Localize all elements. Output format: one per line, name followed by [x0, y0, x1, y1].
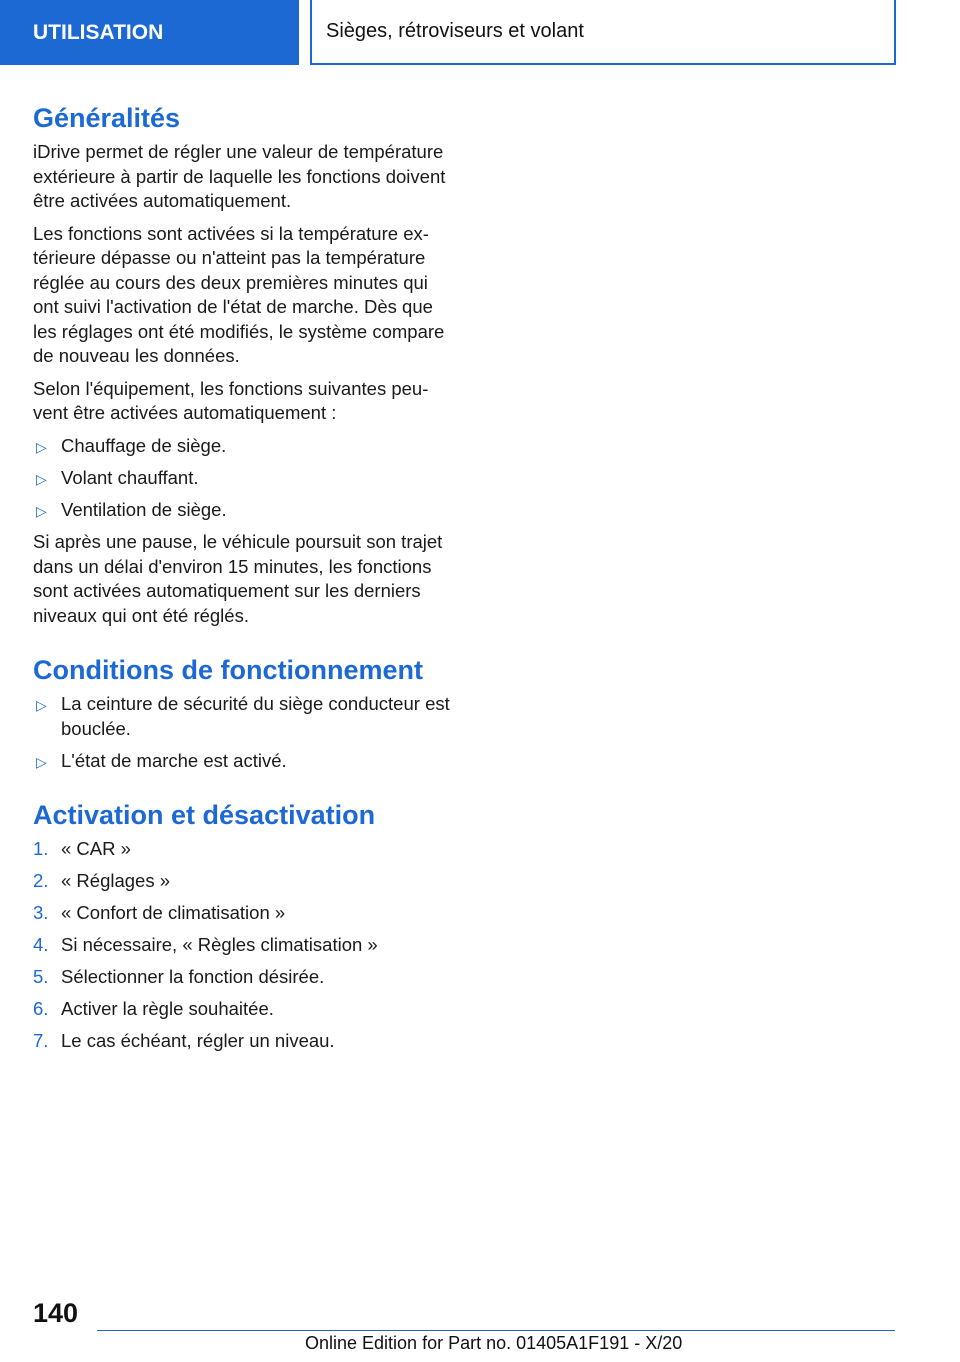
list-item	[33, 434, 453, 459]
triangle-right-outline-icon: ▷	[36, 470, 47, 487]
step-text: « Confort de climatisation »	[61, 902, 286, 923]
list-item-text: La ceinture de sécurité du siège conducteur est bouclée.	[61, 693, 450, 739]
step-item	[33, 1029, 453, 1054]
list-item	[33, 692, 453, 741]
step-text: « CAR »	[61, 838, 131, 859]
step-text: Le cas échéant, régler un niveau.	[61, 1030, 335, 1051]
step-item	[33, 997, 453, 1022]
step-text: Sélectionner la fonction désirée.	[61, 966, 325, 987]
paragraph: Les fonctions sont activées si la température extérieure dépasse ou n'atteint pas la température réglée au cours des deux premières minutes qui ont suivi l'activation de l'état de marche. Dès que les réglages ont été modifiés, le système compare de nouveau les données.	[33, 222, 445, 366]
section-header	[310, 0, 896, 65]
list-item	[33, 498, 453, 523]
step-number: 4.	[33, 934, 49, 955]
paragraph: iDrive permet de régler une valeur de température extérieure à partir de laquelle les fonctions doivent être activées automatiquement.	[33, 141, 446, 211]
page-number: 140	[33, 1298, 79, 1328]
step-item	[33, 837, 453, 862]
step-number: 1.	[33, 838, 49, 859]
step-number: 7.	[33, 1030, 49, 1051]
triangle-right-outline-icon: ▷	[36, 697, 47, 713]
list-item	[33, 749, 453, 774]
step-number: 3.	[33, 902, 49, 923]
step-text: « Réglages »	[61, 870, 171, 891]
triangle-right-outline-icon: ▷	[36, 438, 47, 455]
numbered-list	[33, 837, 453, 1054]
bullet-list	[33, 692, 453, 773]
heading-generalites: Généralités	[33, 103, 181, 133]
list-item-text: Volant chauffant.	[61, 466, 199, 488]
paragraph: Selon l'équipement, les fonctions suivantes peuvent être activées automatiquement :	[33, 377, 429, 423]
list-item-text: L'état de marche est activé.	[61, 749, 287, 771]
step-item	[33, 933, 453, 958]
list-item	[33, 466, 453, 491]
step-text: Si nécessaire, « Règles climatisation »	[61, 934, 378, 955]
page-content	[33, 100, 453, 1062]
chapter-tab	[0, 0, 299, 65]
step-item	[33, 965, 453, 990]
heading-conditions: Conditions de fonctionnement	[33, 655, 423, 685]
heading-activation: Activation et désactivation	[33, 800, 376, 830]
chapter-title: UTILISATION	[33, 20, 164, 44]
step-item	[33, 869, 453, 894]
footer-edition: Online Edition for Part no. 01405A1F191 - X/20	[305, 1333, 683, 1353]
step-number: 2.	[33, 870, 49, 891]
triangle-right-outline-icon: ▷	[36, 753, 47, 770]
paragraph: Si après une pause, le véhicule poursuit son trajet dans un délai d'environ 15 minutes, les fonctions sont activées automatiquement sur les derniers niveaux qui ont été réglés.	[33, 531, 443, 626]
list-item-text: Chauffage de siège.	[61, 434, 227, 456]
step-number: 6.	[33, 998, 49, 1019]
list-item-text: Ventilation de siège.	[61, 498, 227, 520]
triangle-right-outline-icon: ▷	[36, 502, 47, 519]
section-title: Sièges, rétroviseurs et volant	[326, 20, 584, 42]
step-number: 5.	[33, 966, 49, 987]
step-text: Activer la règle souhaitée.	[61, 998, 274, 1019]
footer-divider	[97, 1330, 895, 1331]
bullet-list	[33, 434, 453, 523]
step-item	[33, 901, 453, 926]
